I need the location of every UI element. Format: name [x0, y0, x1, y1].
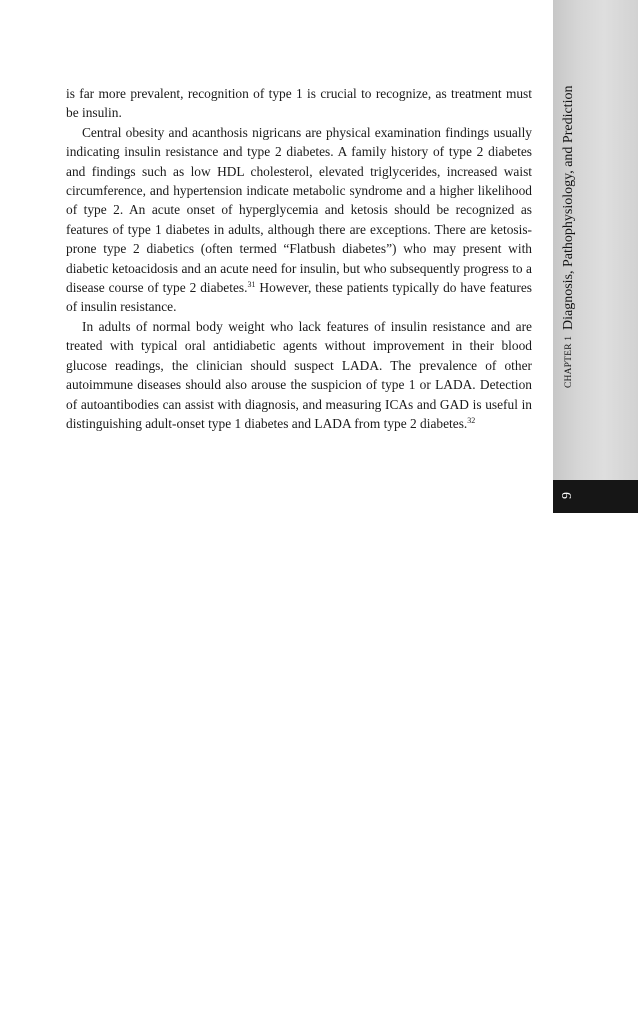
paragraph-lada	[66, 317, 532, 433]
chapter-title: Diagnosis, Pathophysiology, and Prediction	[561, 86, 576, 331]
paragraph-text: Central obesity and acanthosis nigricans are physical examination findings usually indicating insulin resistance and type 2 diabetes. A family history of type 2 diabetes and findings such as low HDL cholesterol, elevated triglycerides, increased waist circumference, and hypertension indicate metabolic syndrome and a higher likelihood of type 2. An acute onset of hyperglycemia and ketosis should be recognized as features of type 1 diabetes in adults, although there are exceptions. There are ketosis-prone type 2 diabetics (often termed “Flatbush diabetes”) who may present with diabetic ketoacidosis and an acute need for insulin, but who subsequently progress to a disease course of type 2 diabetes.	[66, 124, 532, 296]
citation-32: 32	[467, 415, 476, 425]
running-head	[557, 86, 581, 436]
page-number: 9	[560, 492, 575, 500]
paragraph-text: In adults of normal body weight who lack features of insulin resistance and are treated with typical oral antidiabetic agents without improvement in their blood glucose readings, the clinician should suspect LADA. The prevalence of other autoimmune diseases should also arouse the suspicion of type 1 or LADA. Detection of autoantibodies can assist with diagnosis, and measuring ICAs and GAD is useful in distinguishing adult-onset type 1 diabetes and LADA from type 2 diabetes.	[66, 318, 532, 431]
paragraph-physical-findings	[66, 123, 532, 317]
paragraph-text: is far more prevalent, recognition of type 1 is crucial to recognize, as treatment must be insulin.	[66, 86, 532, 121]
body-text	[66, 84, 532, 433]
paragraph-intro-continuation	[66, 84, 532, 123]
paragraph-continuation: However, these patients typically do have features of insulin resistance.	[66, 280, 532, 315]
chapter-label: CHAPTER 1	[564, 335, 574, 388]
citation-31: 31	[247, 280, 256, 290]
